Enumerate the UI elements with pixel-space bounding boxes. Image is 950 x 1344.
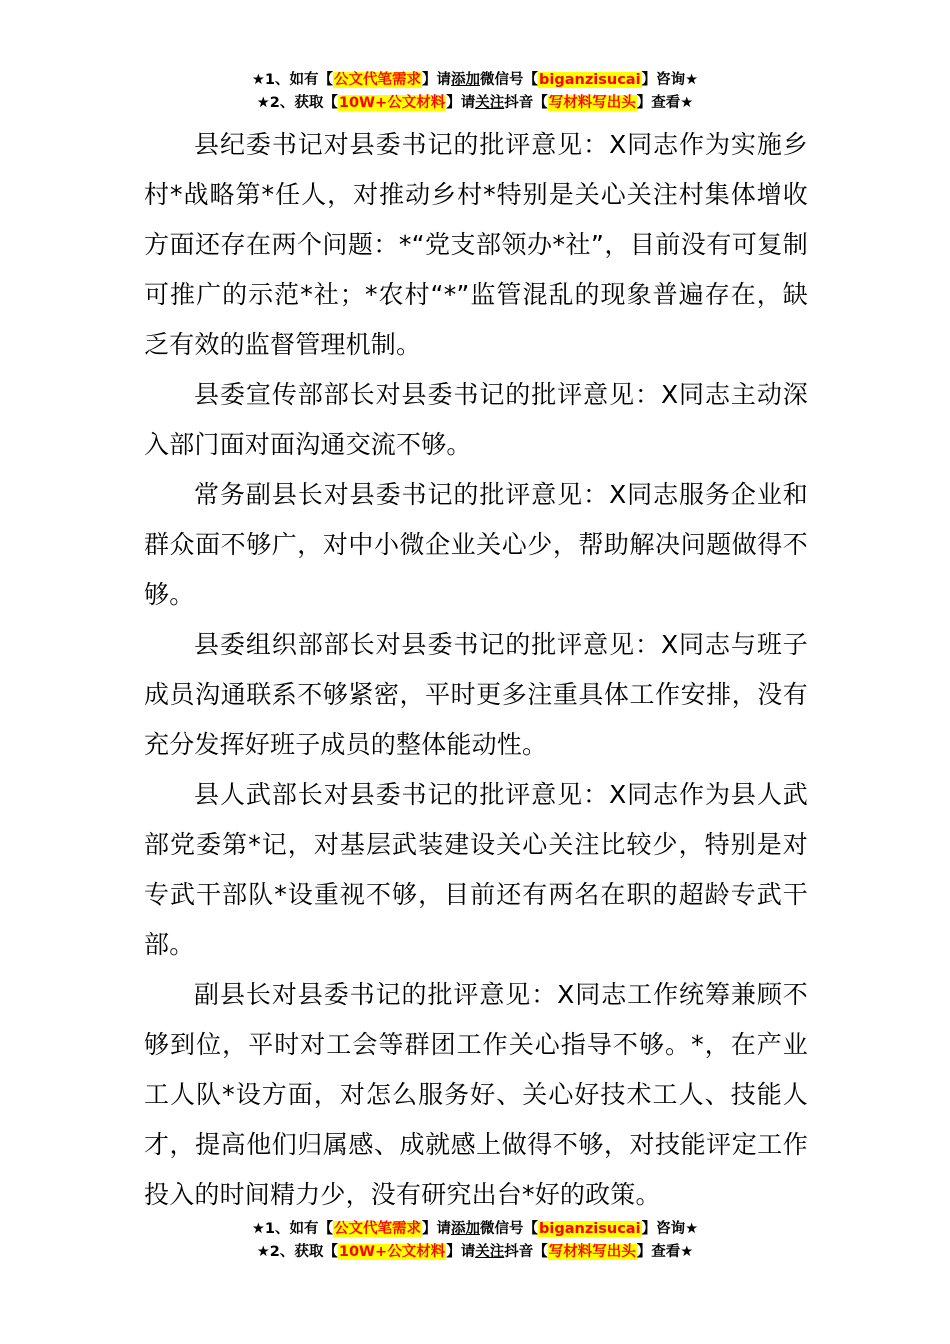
banner-line-1: ★1、如有【公文代笔需求】请添加微信号【biganzisucai】咨询★ (251, 1221, 699, 1237)
paragraph: 县委组织部部长对县委书记的批评意见：X同志与班子成员沟通联系不够紧密，平时更多注重具体工作安排，没有充分发挥好班子成员的整体能动性。 (144, 630, 808, 759)
banner-line-2: ★2、获取【10W+公文材料】请关注抖音【写材料写出头】查看★ (256, 95, 694, 111)
banner-highlight: 公文代笔需求 (334, 72, 422, 88)
footer-banner (0, 1218, 950, 1264)
banner-line-2: ★2、获取【10W+公文材料】请关注抖音【写材料写出头】查看★ (256, 1244, 694, 1260)
banner-line-1: ★1、如有【公文代笔需求】请添加微信号【biganzisucai】咨询★ (251, 72, 699, 88)
banner-highlight: 公文代笔需求 (334, 1221, 422, 1237)
wechat-id: biganzisucai (539, 1221, 641, 1237)
douyin-id: 写材料写出头 (548, 1244, 636, 1260)
paragraph: 常务副县长对县委书记的批评意见：X同志服务企业和群众面不够广，对中小微企业关心少，帮助解决问题做得不够。 (144, 480, 808, 609)
document-body (144, 120, 808, 1220)
wechat-id: biganzisucai (539, 72, 641, 88)
douyin-id: 写材料写出头 (548, 95, 636, 111)
banner-highlight: 10W+公文材料 (338, 95, 446, 111)
paragraph: 县委宣传部部长对县委书记的批评意见：X同志主动深入部门面对面沟通交流不够。 (144, 380, 808, 459)
paragraph: 县纪委书记对县委书记的批评意见：X同志作为实施乡村*战略第*任人，对推动乡村*特别是关心关注村集体增收方面还存在两个问题：*“党支部领办*社”，目前没有可复制可推广的示范*社；*农村“*”监管混乱的现象普遍存在，缺乏有效的监督管理机制。 (144, 130, 808, 359)
paragraph: 副县长对县委书记的批评意见：X同志工作统筹兼顾不够到位，平时对工会等群团工作关心指导不够。*，在产业工人队*设方面，对怎么服务好、关心好技术工人、技能人才，提高他们归属感、成就感上做得不够，对技能评定工作投入的时间精力少，没有研究出台*好的政策。 (144, 980, 808, 1209)
banner-highlight: 10W+公文材料 (338, 1244, 446, 1260)
paragraph: 县人武部长对县委书记的批评意见：X同志作为县人武部党委第*记，对基层武装建设关心关注比较少，特别是对专武干部队*设重视不够，目前还有两名在职的超龄专武干部。 (144, 780, 808, 959)
header-banner (0, 69, 950, 115)
